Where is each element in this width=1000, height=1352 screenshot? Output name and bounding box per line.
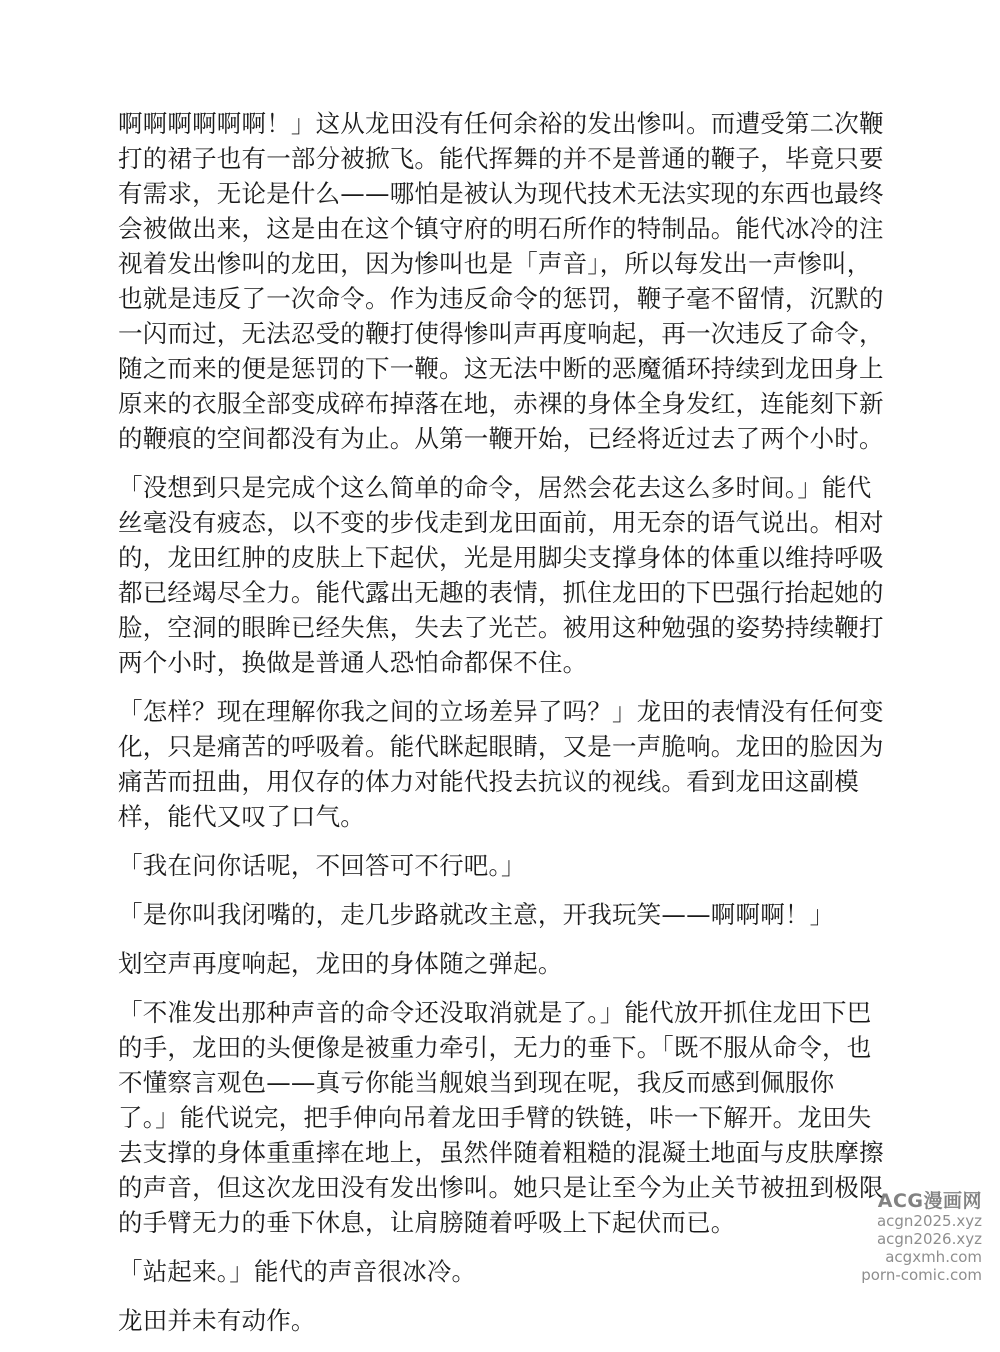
text-line: 的声音，但这次龙田没有发出惨叫。她只是让至今为止关节被扭到极限: [118, 1173, 884, 1202]
watermark-url: acgn2026.xyz: [876, 1230, 982, 1248]
text-line: 样，能代又叹了口气。: [118, 802, 365, 831]
text-line: 不懂察言观色——真亏你能当舰娘当到现在呢，我反而感到佩服你: [118, 1068, 835, 1097]
document-page: [118, 106, 898, 1352]
text-line: 的鞭痕的空间都没有为止。从第一鞭开始，已经将近过去了两个小时。: [118, 424, 884, 453]
watermark-logo: ACG漫画网: [877, 1190, 982, 1212]
text-line: 「站起来。」能代的声音很冰冷。: [118, 1257, 477, 1286]
text-line: 化，只是痛苦的呼吸着。能代眯起眼睛，又是一声脆响。龙田的脸因为: [118, 732, 884, 761]
text-line: 打的裙子也有一部分被掀飞。能代挥舞的并不是普通的鞭子，毕竟只要: [118, 144, 884, 173]
paragraph: [118, 1303, 898, 1338]
watermark-url: acgxmh.com: [885, 1248, 982, 1266]
text-line: 会被做出来，这是由在这个镇守府的明石所作的特制品。能代冰冷的注: [118, 214, 884, 243]
text-line: 都已经竭尽全力。能代露出无趣的表情，抓住龙田的下巴强行抬起她的: [118, 578, 884, 607]
paragraph: [118, 897, 898, 932]
text-line: 啊啊啊啊啊啊！」这从龙田没有任何余裕的发出惨叫。而遭受第二次鞭: [118, 109, 884, 138]
text-line: 脸，空洞的眼眸已经失焦，失去了光芒。被用这种勉强的姿势持续鞭打: [118, 613, 884, 642]
paragraph: [118, 470, 898, 680]
paragraph: [118, 694, 898, 834]
text-line: 「怎样？现在理解你我之间的立场差异了吗？」龙田的表情没有任何变: [118, 697, 884, 726]
text-line: 的手，龙田的头便像是被重力牵引，无力的垂下。「既不服从命令，也: [118, 1033, 872, 1062]
text-line: 视着发出惨叫的龙田，因为惨叫也是「声音」，所以每发出一声惨叫，: [118, 249, 872, 278]
paragraph: [118, 946, 898, 981]
paragraph: [118, 1254, 898, 1289]
text-line: 两个小时，换做是普通人恐怕命都保不住。: [118, 648, 588, 677]
paragraph: [118, 848, 898, 883]
text-line: 也就是违反了一次命令。作为违反命令的惩罚，鞭子毫不留情，沉默的: [118, 284, 884, 313]
text-line: 原来的衣服全部变成碎布掉落在地，赤裸的身体全身发红，连能刻下新: [118, 389, 884, 418]
watermark-url: porn-comic.com: [861, 1266, 982, 1284]
text-line: 龙田并未有动作。: [118, 1306, 316, 1335]
watermark-url: acgn2025.xyz: [876, 1212, 982, 1230]
text-line: 「是你叫我闭嘴的，走几步路就改主意，开我玩笑——啊啊啊！」: [118, 900, 835, 929]
text-line: 「不准发出那种声音的命令还没取消就是了。」能代放开抓住龙田下巴: [118, 998, 872, 1027]
text-line: 随之而来的便是惩罚的下一鞭。这无法中断的恶魔循环持续到龙田身上: [118, 354, 884, 383]
paragraph: [118, 106, 898, 456]
text-line: 有需求，无论是什么——哪怕是被认为现代技术无法实现的东西也最终: [118, 179, 884, 208]
text-line: 「没想到只是完成个这么简单的命令，居然会花去这么多时间。」能代: [118, 473, 872, 502]
text-line: 了。」能代说完，把手伸向吊着龙田手臂的铁链，咔一下解开。龙田失: [118, 1103, 872, 1132]
text-line: 的手臂无力的垂下休息，让肩膀随着呼吸上下起伏而已。: [118, 1208, 736, 1237]
text-line: 的，龙田红肿的皮肤上下起伏，光是用脚尖支撑身体的体重以维持呼吸: [118, 543, 884, 572]
text-line: 丝毫没有疲态，以不变的步伐走到龙田面前，用无奈的语气说出。相对: [118, 508, 884, 537]
text-line: 去支撑的身体重重摔在地上，虽然伴随着粗糙的混凝土地面与皮肤摩擦: [118, 1138, 884, 1167]
text-line: 痛苦而扭曲，用仅存的体力对能代投去抗议的视线。看到龙田这副模: [118, 767, 859, 796]
text-line: 一闪而过，无法忍受的鞭打使得惨叫声再度响起，再一次违反了命令，: [118, 319, 884, 348]
paragraph: [118, 995, 898, 1240]
site-watermark: [852, 1192, 982, 1284]
text-line: 「我在问你话呢，不回答可不行吧。」: [118, 851, 526, 880]
text-line: 划空声再度响起，龙田的身体随之弹起。: [118, 949, 563, 978]
